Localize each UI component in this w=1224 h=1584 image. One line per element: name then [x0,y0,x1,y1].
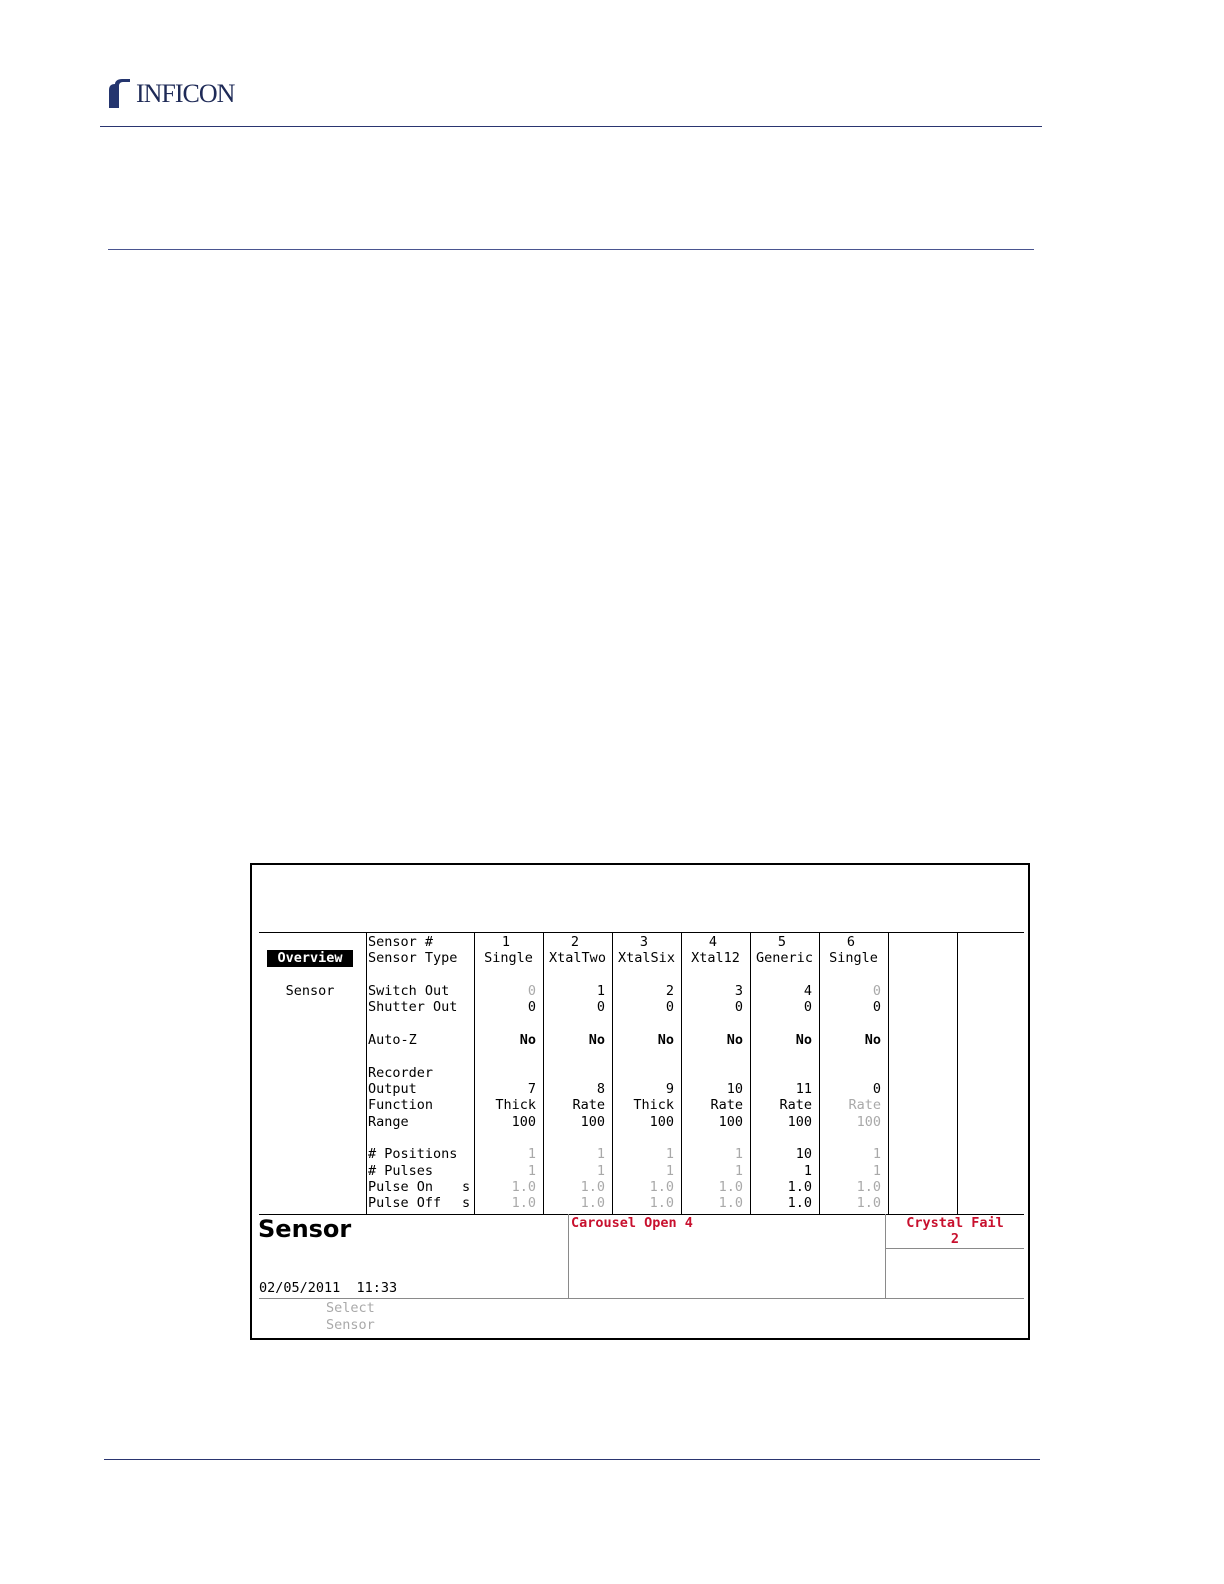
alarm-box-rule [885,1248,1024,1249]
sensor-5-shutter-out[interactable]: 0 [803,999,812,1015]
sensor-5-positions[interactable]: 10 [795,1146,812,1162]
alarm-message: Carousel Open 4 [571,1215,693,1231]
sensor-1-number: 1 [501,934,511,950]
col-divider [366,932,367,1214]
sensor-6-switch-out[interactable]: 0 [872,983,881,999]
sensor-6-pulse-off[interactable]: 1.0 [856,1195,881,1211]
sensor-2-output[interactable]: 8 [596,1081,605,1097]
sensor-2-positions[interactable]: 1 [596,1146,605,1162]
sensor-5-output[interactable]: 11 [795,1081,812,1097]
sensor-3-number: 3 [639,934,649,950]
sensor-4-number: 4 [708,934,718,950]
sensor-6-auto-z[interactable]: No [864,1032,881,1048]
sensor-4-positions[interactable]: 1 [734,1146,743,1162]
sensor-4-switch-out[interactable]: 3 [734,983,743,999]
sensor-3-function[interactable]: Thick [633,1097,674,1113]
sensor-1-auto-z[interactable]: No [519,1032,536,1048]
sensor-5-type[interactable]: Generic [756,950,813,966]
sensor-2-type[interactable]: XtalTwo [549,950,606,966]
softkey-select-line2[interactable]: Sensor [326,1317,375,1333]
sensor-1-switch-out[interactable]: 0 [527,983,536,999]
sensor-4-shutter-out[interactable]: 0 [734,999,743,1015]
sensor-2-switch-out[interactable]: 1 [596,983,605,999]
sensor-6-pulse-on[interactable]: 1.0 [856,1179,881,1195]
sensor-6-output[interactable]: 0 [872,1081,881,1097]
sensor-1-pulse-off[interactable]: 1.0 [511,1195,536,1211]
label-sensor-number: Sensor # [368,934,434,950]
sensor-4-pulses[interactable]: 1 [734,1163,743,1179]
sensor-4-type[interactable]: Xtal12 [691,950,740,966]
footer-rule [104,1459,1040,1460]
sensor-5-range[interactable]: 100 [787,1114,812,1130]
label-pulse-on: Pulse On [368,1179,434,1195]
sensor-2-range[interactable]: 100 [580,1114,605,1130]
sensor-5-function[interactable]: Rate [779,1097,812,1113]
label-range: Range [368,1114,409,1130]
softkey-select-line1[interactable]: Select [326,1300,375,1316]
sensor-5-pulse-off[interactable]: 1.0 [787,1195,812,1211]
sensor-3-pulse-on[interactable]: 1.0 [649,1179,674,1195]
sensor-3-output[interactable]: 9 [665,1081,674,1097]
unit-seconds: s [462,1179,471,1195]
sensor-6-type[interactable]: Single [829,950,878,966]
table-top-rule [259,932,1024,933]
sensor-2-shutter-out[interactable]: 0 [596,999,605,1015]
sensor-1-pulse-on[interactable]: 1.0 [511,1179,536,1195]
date-time: 02/05/2011 11:33 [259,1280,398,1296]
sensor-3-auto-z[interactable]: No [657,1032,674,1048]
sensor-5-switch-out[interactable]: 4 [803,983,812,999]
sensor-1-range[interactable]: 100 [511,1114,536,1130]
sensor-1-shutter-out[interactable]: 0 [527,999,536,1015]
label-sensor-type: Sensor Type [368,950,458,966]
sensor-5-pulse-on[interactable]: 1.0 [787,1179,812,1195]
label-recorder: Recorder [368,1065,434,1081]
header-rule [100,126,1042,127]
status-divider [885,1214,886,1298]
sensor-menu-item[interactable]: Sensor [285,983,335,999]
sensor-1-function[interactable]: Thick [495,1097,536,1113]
softkey-rule [259,1298,1024,1299]
sensor-1-pulses[interactable]: 1 [527,1163,536,1179]
sensor-3-type[interactable]: XtalSix [618,950,675,966]
sensor-2-function[interactable]: Rate [572,1097,605,1113]
sensor-1-positions[interactable]: 1 [527,1146,536,1162]
label-output: Output [368,1081,417,1097]
sensor-3-shutter-out[interactable]: 0 [665,999,674,1015]
sensor-6-function[interactable]: Rate [848,1097,881,1113]
status-divider [568,1214,569,1298]
label-function: Function [368,1097,434,1113]
sensor-3-switch-out[interactable]: 2 [665,983,674,999]
unit-seconds: s [462,1195,471,1211]
brand-name: INFICON [136,79,235,108]
sensor-4-output[interactable]: 10 [726,1081,743,1097]
sensor-2-number: 2 [570,934,580,950]
section-rule [108,249,1034,250]
sensor-1-type[interactable]: Single [484,950,533,966]
sensor-6-range[interactable]: 100 [856,1114,881,1130]
sensor-3-range[interactable]: 100 [649,1114,674,1130]
sensor-3-positions[interactable]: 1 [665,1146,674,1162]
sensor-5-number: 5 [777,934,787,950]
sensor-4-pulse-on[interactable]: 1.0 [718,1179,743,1195]
crystal-fail-number: 2 [950,1231,960,1247]
label-pulse-off: Pulse Off [368,1195,442,1211]
sensor-4-range[interactable]: 100 [718,1114,743,1130]
sensor-2-pulse-on[interactable]: 1.0 [580,1179,605,1195]
overview-menu-item[interactable]: Overview [267,950,353,967]
sensor-5-auto-z[interactable]: No [795,1032,812,1048]
inficon-logo-mark [106,78,132,110]
sensor-1-output[interactable]: 7 [527,1081,536,1097]
label-switch-out: Switch Out [368,983,450,999]
label-pulses: # Pulses [368,1163,434,1179]
label-auto-z: Auto-Z [368,1032,417,1048]
crystal-fail-label: Crystal Fail [906,1215,1004,1231]
sensor-3-pulse-off[interactable]: 1.0 [649,1195,674,1211]
sensor-2-auto-z[interactable]: No [588,1032,605,1048]
sensor-4-auto-z[interactable]: No [726,1032,743,1048]
inficon-logo [106,76,234,112]
col-divider [957,932,958,1214]
sensor-6-pulses[interactable]: 1 [872,1163,881,1179]
sensor-6-shutter-out[interactable]: 0 [872,999,881,1015]
sensor-4-pulse-off[interactable]: 1.0 [718,1195,743,1211]
sensor-6-number: 6 [846,934,856,950]
col-divider [888,932,889,1214]
sensor-2-pulses[interactable]: 1 [596,1163,605,1179]
sensor-5-pulses[interactable]: 1 [803,1163,812,1179]
sensor-screen [250,863,1030,1340]
label-shutter-out: Shutter Out [368,999,458,1015]
sensor-6-positions[interactable]: 1 [872,1146,881,1162]
sensor-3-pulses[interactable]: 1 [665,1163,674,1179]
screen-title: Sensor [258,1215,352,1243]
sensor-2-pulse-off[interactable]: 1.0 [580,1195,605,1211]
sensor-4-function[interactable]: Rate [710,1097,743,1113]
label-positions: # Positions [368,1146,458,1162]
